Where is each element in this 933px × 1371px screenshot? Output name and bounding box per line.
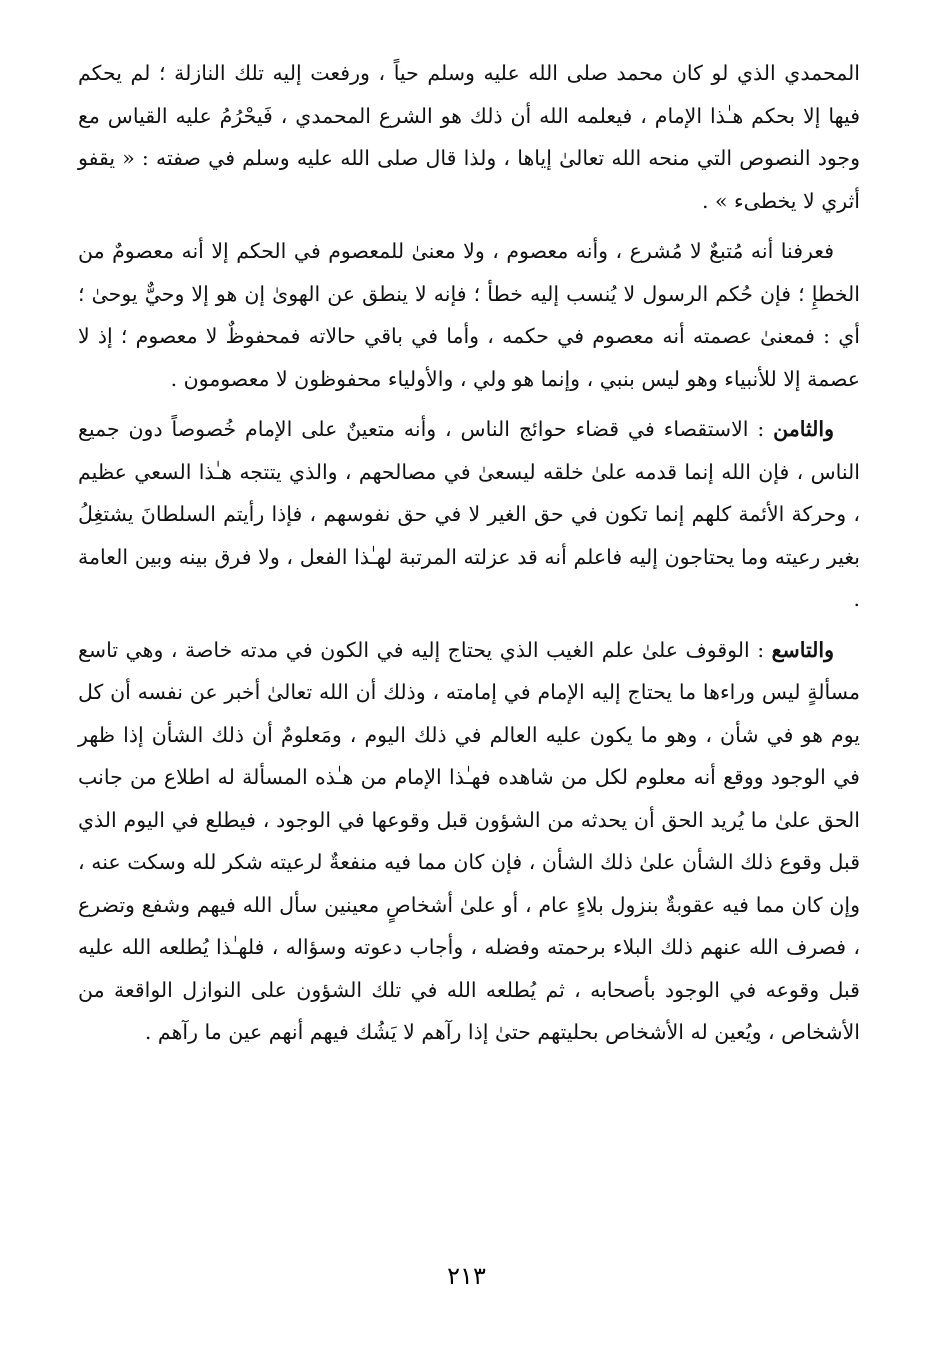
paragraph-text: المحمدي الذي لو كان محمد صلى الله عليه وسلم حياً ، ورفعت إليه تلك النازلة ؛ لم يحكم فيها إلا بحكم هـٰذا الإمام ، فيعلمه الله أن ذلك هو الشرع المحمدي ، فَيحْرُمُ عليه القياس مع وجود النصوص التي منحه الله تعالىٰ إياها ، ولذا قال صلى الله عليه وسلم في صفته : « يقفو أثري لا يخطىء » .	[78, 61, 860, 213]
document-page	[78, 52, 860, 1352]
paragraph-eighth	[78, 408, 860, 621]
paragraph-text: فعرفنا أنه مُتبعٌ لا مُشرع ، وأنه معصوم ، ولا معنىٰ للمعصوم في الحكم إلا أنه معصومٌ من الخطإِ ؛ فإن حُكم الرسول لا يُنسب إليه خطأ ؛ فإنه لا ينطق عن الهوىٰ إن هو إلا وحيٌّ يوحىٰ ؛ أي : فمعنىٰ عصمته أنه معصوم في حكمه ، وأما في باقي حالاته فمحفوظٌ لا معصوم ؛ إذ لا عصمة إلا للأنبياء وهو ليس بنبي ، وإنما هو ولي ، والأولياء محفوظون لا معصومون .	[78, 239, 860, 391]
paragraph-heading: والثامن	[773, 417, 834, 441]
paragraph-ninth	[78, 629, 860, 1054]
paragraph-heading: والتاسع	[771, 637, 834, 662]
paragraph-text: : الاستقصاء في قضاء حوائج الناس ، وأنه متعينٌ على الإمام خُصوصاً دون جميع الناس ، فإن الله إنما قدمه علىٰ خلقه ليسعىٰ في مصالحهم ، والذي يتتجه هـٰذا السعي عظيم ، وحركة الأئمة كلهم إنما تكون في حق الغير لا في حق نفوسهم ، فإذا رأيتم السلطانَ يشتغِلُ بغير رعيته وما يحتاجون إليه فاعلم أنه قد عزلته المرتبة لهـٰذا الفعل ، ولا فرق بينه وبين العامة .	[78, 417, 860, 611]
paragraph-continuation	[78, 52, 860, 222]
page-number: ٢١٣	[447, 1262, 486, 1290]
paragraph-infallibility	[78, 230, 860, 400]
paragraph-text: : الوقوف علىٰ علم الغيب الذي يحتاج إليه في الكون في مدته خاصة ، وهي تاسع مسألةٍ ليس وراءها ما يحتاج إليه الإمام في إمامته ، وذلك أن الله تعالىٰ أخبر عن نفسه أن كل يوم هو في شأن ، وهو ما يكون عليه العالم في ذلك اليوم ، ومَعلومٌ أن ذلك الشأن إذا ظهر في الوجود ووقع أنه معلوم لكل من شاهده فهـٰذا الإمام من هـٰذه المسألة له اطلاع من جانب الحق علىٰ ما يُريد الحق أن يحدثه من الشؤون قبل وقوعها في الوجود ، فيطلع في اليوم الذي قبل وقوع ذلك الشأن علىٰ ذلك الشأن ، فإن كان مما فيه منفعةٌ لرعيته شكر لله وسكت عنه ، وإن كان مما فيه عقوبةٌ بنزول بلاءٍ عام ، أو علىٰ أشخاصٍ معينين سأل الله فيهم وشفع وتضرع ، فصرف الله عنهم ذلك البلاء برحمته وفضله ، وأجاب دعوته وسؤاله ، فلهـٰذا يُطلعه الله عليه قبل وقوعه في الوجود بأصحابه ، ثم يُطلعه الله في تلك الشؤون على النوازل الواقعة من الأشخاص ، ويُعين له الأشخاص بحليتهم حتىٰ إذا رآهم لا يَشُك فيهم أنهم عين ما رآهم .	[78, 637, 860, 1044]
